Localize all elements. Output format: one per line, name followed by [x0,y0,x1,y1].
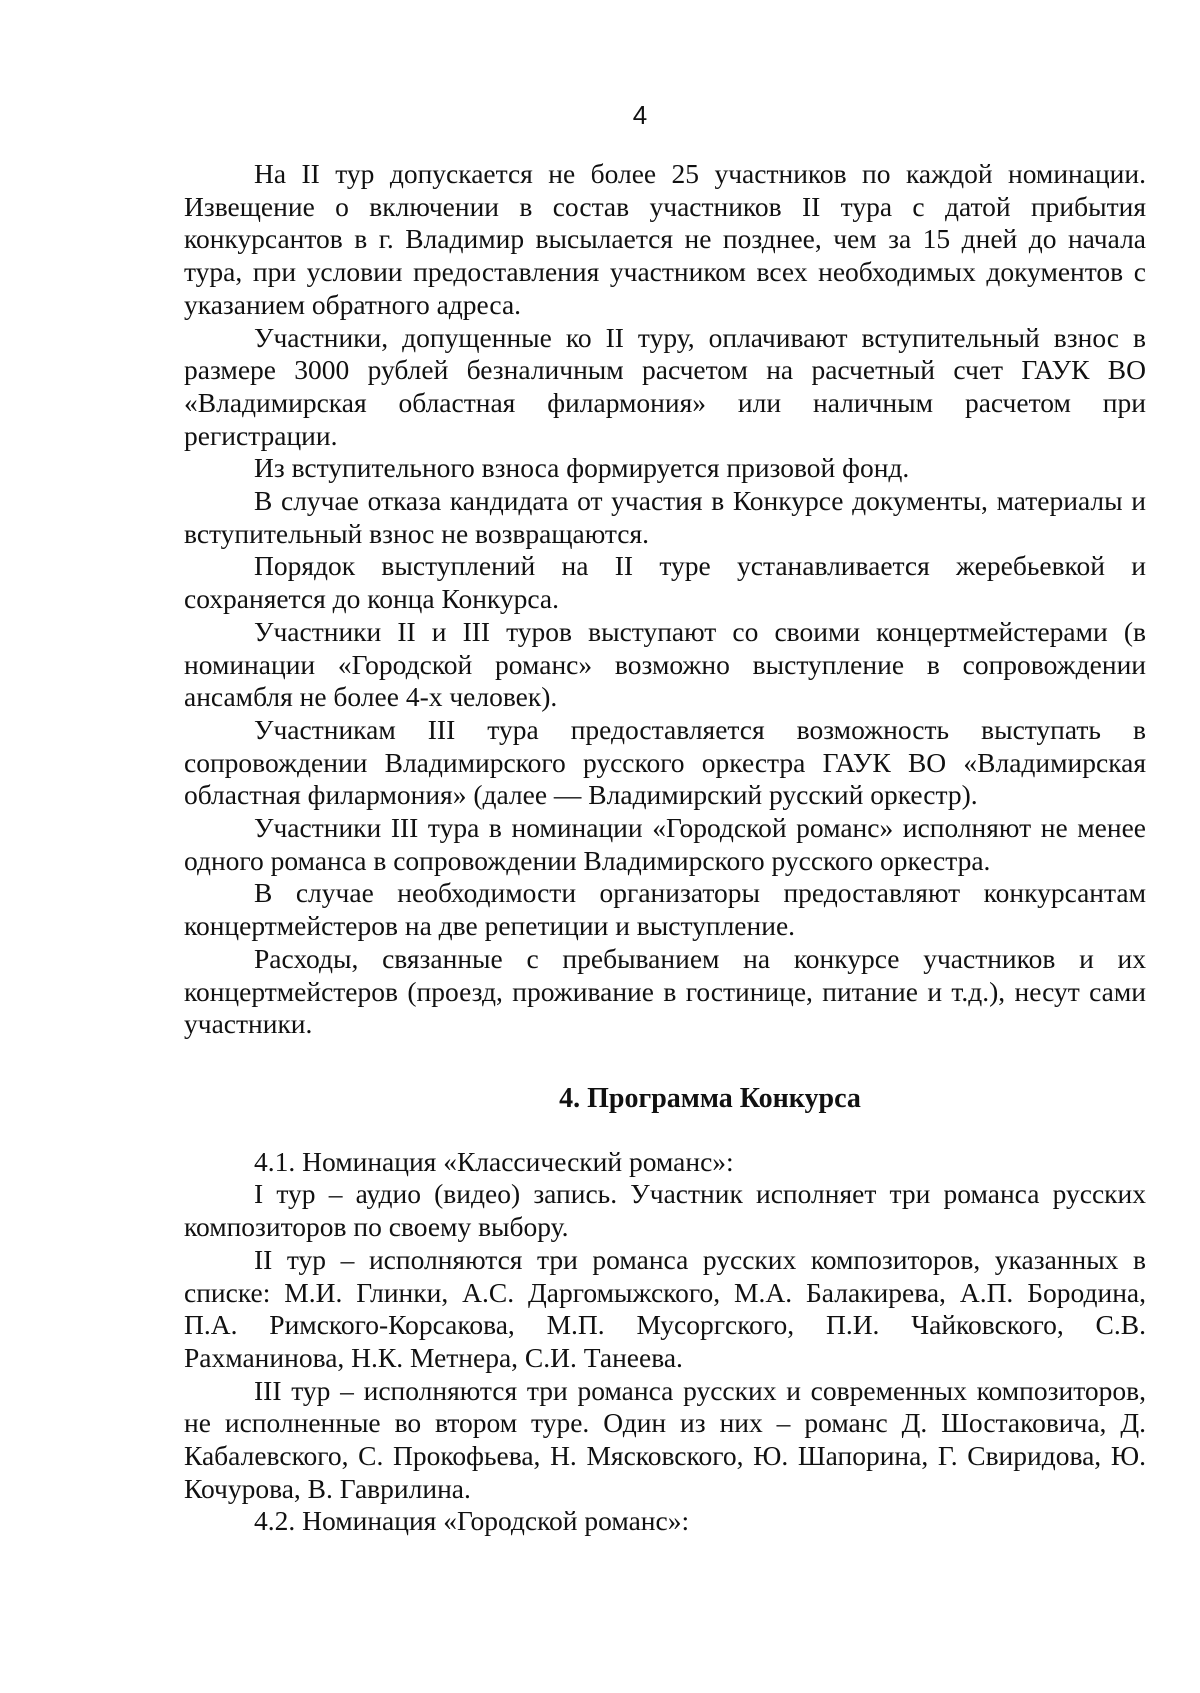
paragraph-expenses: Расходы, связанные с пребыванием на конкурсе участников и их концертмейстеров (проезд, проживание в гостинице, питание и т.д.), несут сами участники. [184,942,1146,1040]
paragraph-second-round-admission: На II тур допускается не более 25 участников по каждой номинации. Извещение о включении в состав участников II тура с датой прибытия конкурсантов в г. Владимир высылается не позднее, чем за 15 дней до начала тура, при условии предоставления участником всех необходимых документов с указанием обратного адреса. [184,158,1146,320]
document-body [184,158,1146,1538]
paragraph-round-one: I тур – аудио (видео) запись. Участник исполняет три романса русских композиторов по своему выбору. [184,1178,1146,1243]
page-number: 4 [632,100,648,130]
paragraph-round-three: III тур – исполняются три романса русских и современных композиторов, не исполненные во втором туре. Один из них – романс Д. Шостаковича, Д. Кабалевского, С. Прокофьева, Н. Мясковского, Ю. Шапорина, Г. Свиридова, Ю. Кочурова, В. Гаврилина. [184,1374,1146,1504]
section-heading: 4. Программа Конкурса [559,1082,861,1114]
paragraph-city-nomination: 4.2. Номинация «Городской романс»: [254,1505,690,1537]
paragraph-city-romance-orchestra: Участники III тура в номинации «Городской романс» исполняют не менее одного романса в сопровождении Владимирского русского оркестра. [184,812,1146,876]
paragraph-classic-nomination: 4.1. Номинация «Классический романс»: [254,1145,734,1177]
paragraph-accompanists: Участники II и III туров выступают со своими концертмейстерами (в номинации «Городской романс» возможно выступление в сопровождении ансамбля не более 4-х человек). [184,615,1146,713]
paragraph-performance-order: Порядок выступлений на II туре устанавливается жеребьевкой и сохраняется до конца Конкурса. [184,550,1146,615]
paragraph-organizers-accompanists: В случае необходимости организаторы предоставляют конкурсантам концертмейстеров на две репетиции и выступление. [184,877,1146,942]
paragraph-prize-fund: Из вступительного взноса формируется призовой фонд. [254,452,910,484]
paragraph-round-two: II тур – исполняются три романса русских композиторов, указанных в списке: М.И. Глинки, А.С. Даргомыжского, М.А. Балакирева, А.П. Бородина, П.А. Римского-Корсакова, М.П. Мусоргского, П.И. Чайковского, С.В. Рахманинова, Н.К. Метнера, С.И. Танеева. [184,1243,1146,1373]
paragraph-orchestra-accompaniment: Участникам III тура предоставляется возможность выступать в сопровождении Владимирского русского оркестра ГАУК ВО «Владимирская областная филармония» (далее — Владимирский русский оркестр). [184,713,1146,811]
paragraph-refusal: В случае отказа кандидата от участия в Конкурсе документы, материалы и вступительный взнос не возвращаются. [184,485,1146,549]
paragraph-entry-fee: Участники, допущенные ко II туру, оплачивают вступительный взнос в размере 3000 рублей безналичным расчетом на расчетный счет ГАУК ВО «Владимирская областная филармония» или наличным расчетом при регистрации. [184,321,1146,451]
